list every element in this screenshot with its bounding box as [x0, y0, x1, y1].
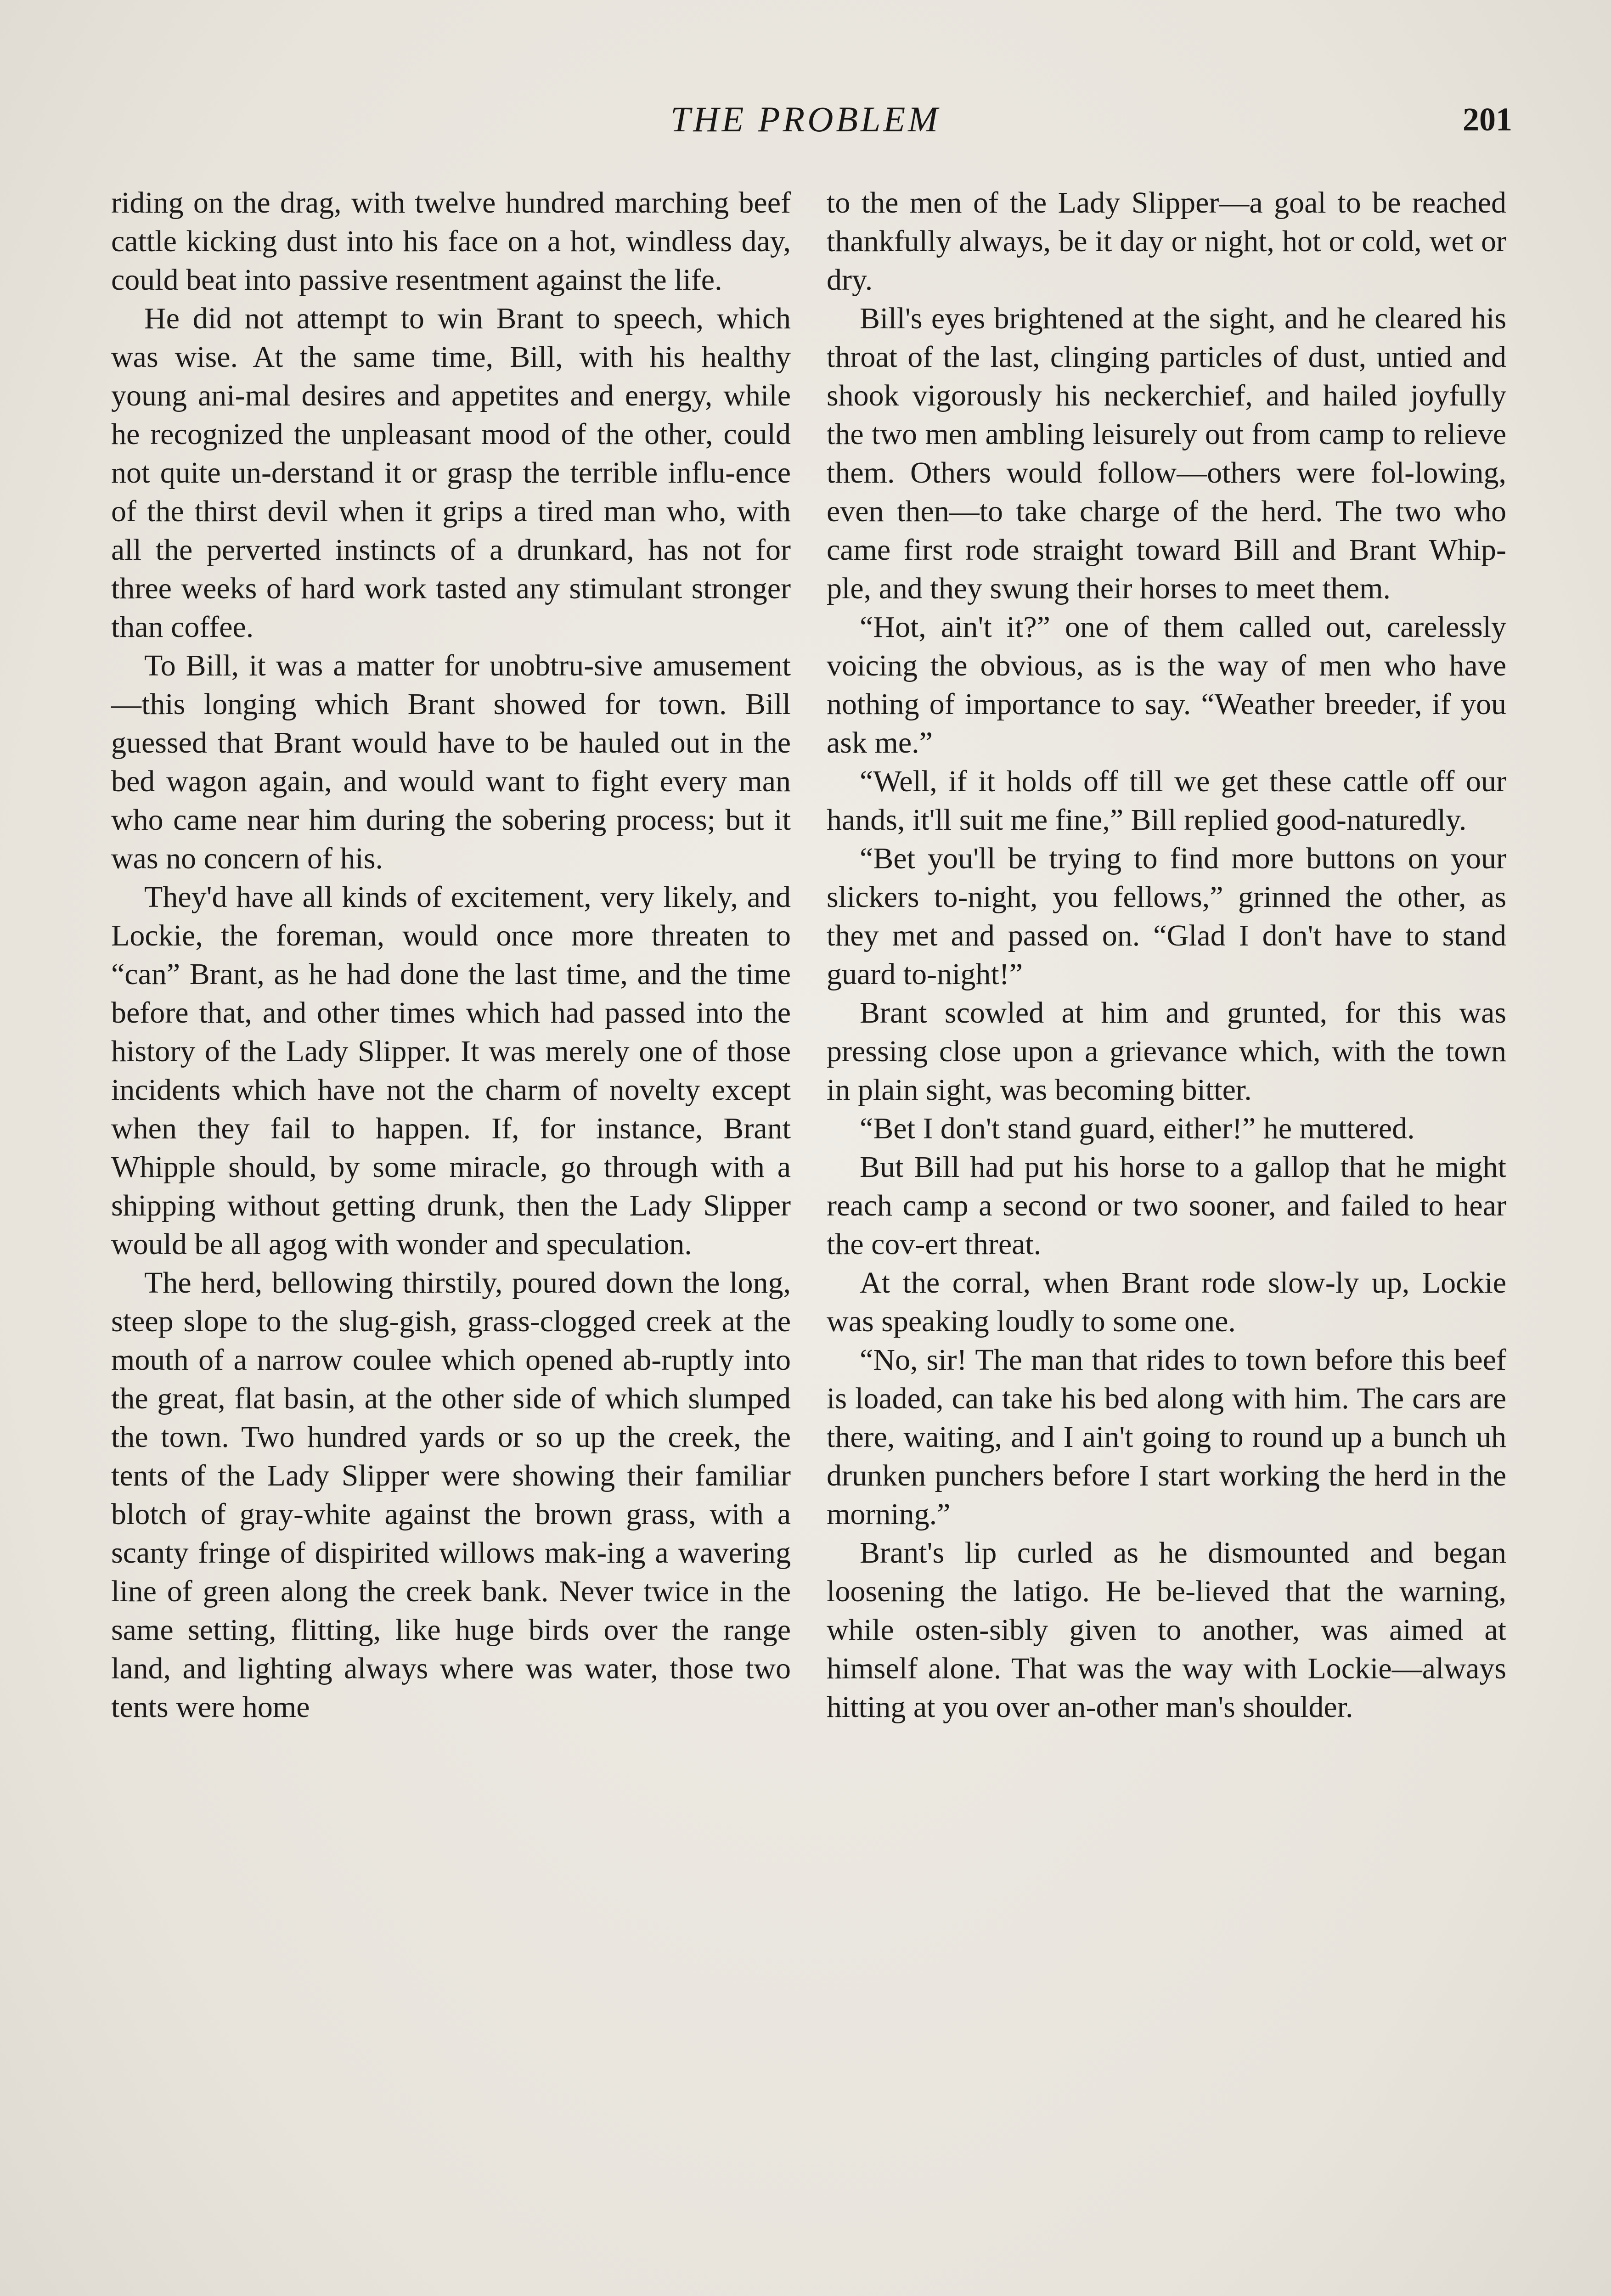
paragraph: They'd have all kinds of excitement, very likely, and Lockie, the foreman, would once more threaten to “can” Brant, as he had done the last time, and the time before that, and other times which had passed into the history of the Lady Slipper. It was merely one of those incidents which have not the charm of novelty except when they fail to happen. If, for instance, Brant Whipple should, by some miracle, go through with a shipping without getting drunk, then the Lady Slipper would be all agog with wonder and speculation.: [111, 880, 791, 1261]
paragraph: “Bet you'll be trying to find more buttons on your slickers to-night, you fellows,” grinned the other, as they met and passed on. “Glad I don't have to stand guard to-night!”: [827, 842, 1506, 991]
paragraph: “Bet I don't stand guard, either!” he muttered.: [860, 1112, 1415, 1145]
paragraph: The herd, bellowing thirstily, poured down the long, steep slope to the slug-gish, grass-clogged creek at the mouth of a narrow coulee which opened ab-ruptly into the great, flat basin, at the other side of which slumped the town. Two hundred yards or so up the creek, the tents of the Lady Slipper were showing their familiar blotch of gray-white against the brown grass, with a scanty fringe of dispirited willows mak-ing a wavering line of green along the creek bank. Never twice in the same setting, flitting, like huge birds over the range land, and lighting always where was water, those two tents were home: [111, 1266, 791, 1724]
running-head: [0, 99, 1611, 149]
paragraph: Brant scowled at him and grunted, for this was pressing close upon a grievance which, with the town in plain sight, was becoming bitter.: [827, 996, 1506, 1107]
paragraph: Brant's lip curled as he dismounted and began loosening the latigo. He be-lieved that the warning, while osten-sibly given to another, was aimed at himself alone. That was the way with Lockie—always hitting at you over an-other man's shoulder.: [827, 1536, 1506, 1724]
page-number: 201: [1463, 101, 1512, 138]
left-column: [111, 184, 791, 1727]
paragraph: But Bill had put his horse to a gallop that he might reach camp a second or two sooner, and failed to hear the cov-ert threat.: [827, 1150, 1506, 1261]
paragraph: To Bill, it was a matter for unobtru-sive amusement—this longing which Brant showed for town. Bill guessed that Brant would have to be hauled out in the bed wagon again, and would want to fight every man who came near him during the sobering process; but it was no concern of his.: [111, 649, 791, 875]
running-title: THE PROBLEM: [670, 99, 941, 139]
paragraph: He did not attempt to win Brant to speech, which was wise. At the same time, Bill, with his healthy young ani-mal desires and appetites and energy, while he recognized the unpleasant mood of the other, could not quite un-derstand it or grasp the terrible influ-ence of the thirst devil when it grips a tired man who, with all the perverted instincts of a drunkard, has not for three weeks of hard work tasted any stimulant stronger than coffee.: [111, 302, 791, 644]
right-column: [827, 184, 1506, 1727]
paragraph: At the corral, when Brant rode slow-ly up, Lockie was speaking loudly to some one.: [827, 1266, 1506, 1338]
paragraph: “Well, if it holds off till we get these cattle off our hands, it'll suit me fine,” Bill replied good-naturedly.: [827, 765, 1506, 837]
paragraph: “No, sir! The man that rides to town before this beef is loaded, can take his bed along with him. The cars are there, waiting, and I ain't going to round up a bunch uh drunken punchers before I start working the herd in the morning.”: [827, 1343, 1506, 1531]
paragraph: riding on the drag, with twelve hundred marching beef cattle kicking dust into his face on a hot, windless day, could beat into passive resentment against the life.: [111, 186, 791, 297]
paragraph: Bill's eyes brightened at the sight, and he cleared his throat of the last, clinging particles of dust, untied and shook vigorously his neckerchief, and hailed joyfully the two men ambling leisurely out from camp to relieve them. Others would follow—others were fol-lowing, even then—to take charge of the herd. The two who came first rode straight toward Bill and Brant Whip-ple, and they swung their horses to meet them.: [827, 302, 1506, 605]
paragraph: to the men of the Lady Slipper—a goal to be reached thankfully always, be it day or night, hot or cold, wet or dry.: [827, 186, 1506, 297]
paragraph: “Hot, ain't it?” one of them called out, carelessly voicing the obvious, as is the way of men who have nothing of importance to say. “Weather breeder, if you ask me.”: [827, 610, 1506, 760]
